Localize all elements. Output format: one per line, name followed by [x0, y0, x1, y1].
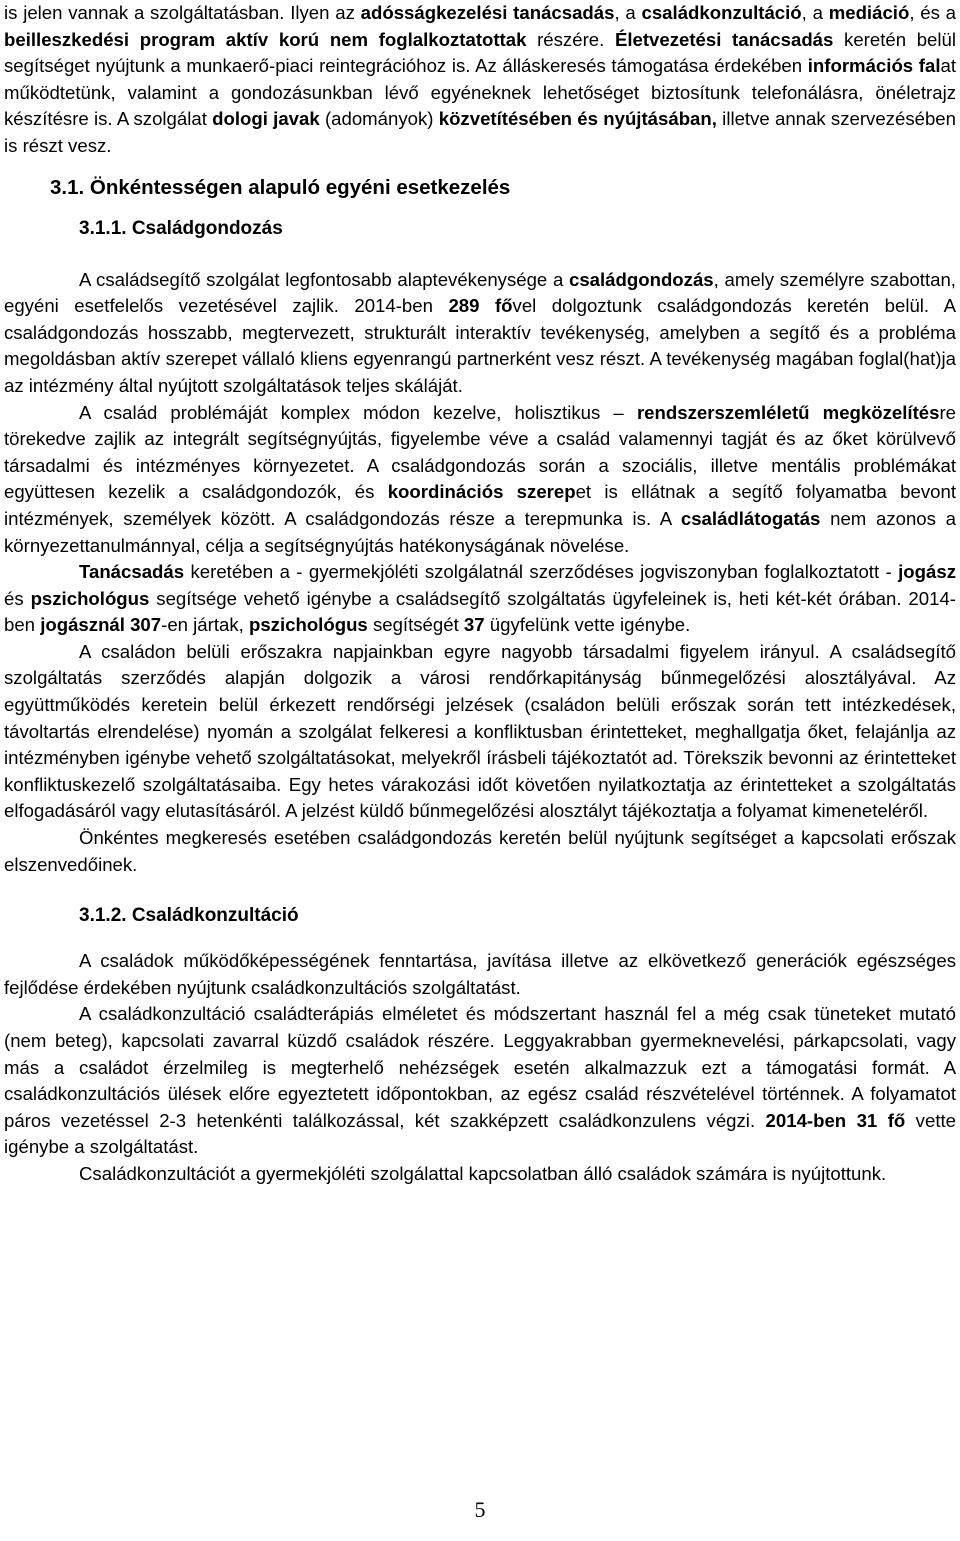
section-heading-3-1-1: 3.1.1. Családgondozás — [79, 217, 283, 239]
document-page — [4, 0, 956, 1188]
paragraph-konzultacio-3: Családkonzultációt a gyermekjóléti szolgálattal kapcsolatban álló családok számára is nyújtottunk. — [79, 1162, 887, 1184]
page-number: 5 — [474, 1497, 486, 1522]
section-heading-3-1-2: 3.1.2. Családkonzultáció — [79, 905, 299, 927]
paragraph-intro: is jelen vannak a szolgáltatásban. Ilyen az adósságkezelési tanácsadás, a családkonzultáció, a mediáció, és a beilleszkedési program aktív korú nem foglalkoztatottak részére. Életvezetési tanácsadás keretén belül segítséget nyújtunk a munkaerő-piaci reintegrációhoz is. Az álláskeresés támogatása érdekében információs falat működtetünk, valamint a gondozásunkban lévő egyéneknek lehetőséget biztosítunk telefonálásra, önéletrajz készítésre is. A szolgálat dologi javak (adományok) közvetítésében és nyújtásában, illetve annak szervezésében is részt vesz. — [4, 2, 956, 156]
paragraph-tanacsadas: Tanácsadás keretében a - gyermekjóléti szolgálatnál szerződéses jogviszonyban foglalkoztatott - jogász és pszichológus segítsége vehető igénybe a családsegítő szolgáltatás ügyfeleinek is, heti két-két órában. 2014-ben jogásznál 307-en jártak, pszichológus segítségét 37 ügyfelünk vette igénybe. — [4, 561, 956, 636]
paragraph-csaladgondozas-2: A család problémáját komplex módon kezelve, holisztikus – rendszerszemléletű megközelítésre törekedve zajlik az integrált segítségnyújtás, figyelembe véve a család valamennyi tagját és az őket körülvevő társadalmi és intézményes környezetet. A családgondozás során a szociális, illetve mentális problémákat együttesen kezelik a családgondozók, és koordinációs szerepet is ellátnak a segítő folyamatba bevont intézmények, személyek között. A családgondozás része a terepmunka is. A családlátogatás nem azonos a környezettanulmánnyal, célja a segítségnyújtás hatékonyságának növelése. — [4, 401, 956, 556]
section-heading-3-1: 3.1. Önkéntességen alapuló egyéni esetkezelés — [50, 175, 511, 199]
paragraph-csaladgondozas-1: A családsegítő szolgálat legfontosabb alaptevékenysége a családgondozás, amely személyre szabottan, egyéni esetfelelős vezetésével zajlik. 2014-ben 289 fővel dolgoztunk családgondozás keretén belül. A családgondozás hosszabb, megtervezett, strukturált interaktív tevékenység, amelyben a segítő és a probléma megoldásban aktív szerepet vállaló kliens egyenrangú partnerként vesz részt. A tevékenység magában foglal(hat)ja az intézmény által nyújtott szolgáltatások teljes skáláját. — [4, 268, 956, 396]
paragraph-onkentes: Önkéntes megkeresés esetében családgondozás keretén belül nyújtunk segítséget a kapcsolati erőszak elszenvedőinek. — [4, 827, 956, 875]
paragraph-konzultacio-2: A családkonzultáció családterápiás elméletet és módszertant használ fel a még csak tüneteket mutató (nem beteg), kapcsolati zavarral küzdő családok részére. Leggyakrabban gyermeknevelési, párkapcsolati, vagy más a családot érzelmileg is megterhelő nehézségek esetén alkalmazzuk ezt a támogatási formát. A családkonzultációs ülések előre egyeztetett időpontokban, az egész család részvételével történnek. A folyamatot páros vezetéssel 2-3 hetenkénti találkozással, két szakképzett családkonzulens végzi. 2014-ben 31 fő vette igénybe a szolgáltatást. — [4, 1003, 956, 1158]
paragraph-eroszak: A családon belüli erőszakra napjainkban egyre nagyobb társadalmi figyelem irányul. A családsegítő szolgáltatás szerződés alapján dolgozik a városi rendőrkapitányság bűnmegelőzési alosztályával. Az együttműködés keretein belül érkezett rendőrségi jelzések (családon belüli erőszak során tett intézkedések, távoltartás elrendelése) nyomán a szolgálat felkeresi a konfliktusban érintetteket, meghallgatja őket, felajánlja az intézményben igénybe vehető szolgáltatásokat, melyekről írásbeli tájékoztatót ad. Törekszik bevonni az érintetteket konfliktuskezelő szolgáltatásaiba. Egy hetes várakozási időt követően nyilatkoztatja az érintetteket a szolgáltatás elfogadásáról vagy elutasításáról. A jelzést küldő bűnmegelőzési alosztályt tájékoztatja a folyamat kimeneteléről. — [4, 640, 956, 822]
paragraph-konzultacio-1: A családok működőképességének fenntartása, javítása illetve az elkövetkező generációk egészséges fejlődése érdekében nyújtunk családkonzultációs szolgáltatást. — [4, 950, 956, 998]
